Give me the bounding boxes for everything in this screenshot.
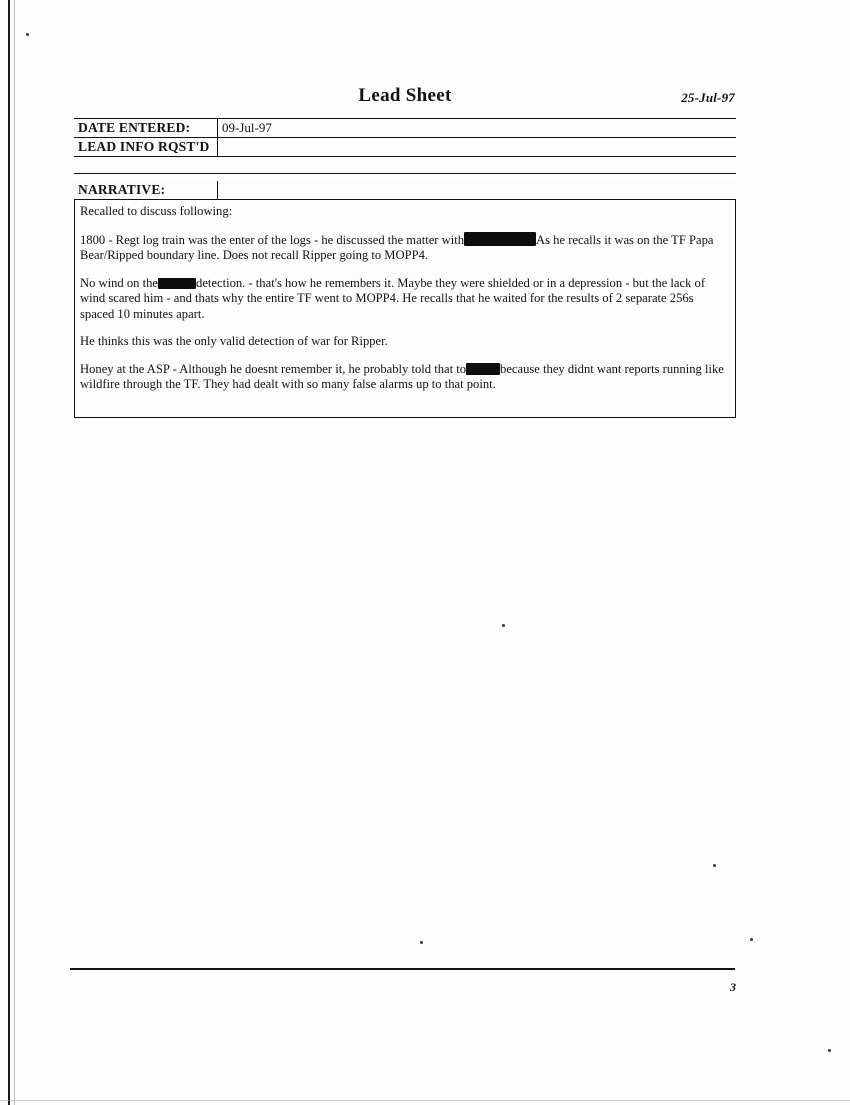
redaction-block xyxy=(158,278,196,289)
narrative-p4-text-b: because they didnt want reports running like wildfire through the TF. They had dealt with so many false alarms up to that point. xyxy=(80,361,724,391)
narrative-p2-text-b: detection. - that's how he remembers it. Maybe they were shielded or in a depression - but the lack of wind scared him - and thats why the entire TF went to MOPP4. He recalls that he waited for the results of 2 separate 256s spaced 10 minutes apart. xyxy=(80,275,706,321)
lead-info-rqstd-value xyxy=(218,138,736,156)
redaction-block xyxy=(466,363,500,375)
document-header xyxy=(75,85,735,111)
date-entered-value: 09-Jul-97 xyxy=(222,120,272,135)
lead-sheet-form xyxy=(74,118,736,418)
narrative-p1-text-a: 1800 - Regt log train was the enter of the logs - he discussed the matter with xyxy=(80,232,465,247)
scan-speck xyxy=(750,938,753,941)
lead-info-rqstd-label: LEAD INFO RQST'D xyxy=(74,138,218,156)
field-row-narrative-header xyxy=(74,181,736,200)
scan-bottom-artifact xyxy=(0,1100,850,1101)
blank-row xyxy=(74,157,736,174)
narrative-paragraph-1 xyxy=(80,232,727,264)
header-date: 25-Jul-97 xyxy=(681,90,735,105)
narrative-p1-text-b: As he recalls it was on the TF Papa Bear/Ripped boundary line. Does not recall Ripper going to MOPP4. xyxy=(80,232,714,262)
narrative-intro: Recalled to discuss following: xyxy=(80,204,233,218)
scan-edge-artifact-secondary xyxy=(14,0,15,1105)
page-number: 3 xyxy=(730,980,736,994)
narrative-body xyxy=(74,200,736,418)
scan-speck xyxy=(713,864,716,867)
scan-speck xyxy=(828,1049,831,1052)
form-spacer xyxy=(74,174,736,181)
field-row-date-entered xyxy=(74,119,736,138)
narrative-label: NARRATIVE: xyxy=(74,181,218,199)
narrative-paragraph-2 xyxy=(80,276,727,323)
footer-divider xyxy=(70,968,735,970)
narrative-paragraph-4 xyxy=(80,362,727,393)
narrative-p2-text-a: No wind on the xyxy=(80,275,159,290)
scan-edge-artifact xyxy=(8,0,10,1105)
narrative-paragraph-3: He thinks this was the only valid detection of war for Ripper. xyxy=(80,334,388,348)
scan-speck xyxy=(502,624,505,627)
narrative-header-value xyxy=(218,181,736,199)
narrative-p4-text-a: Honey at the ASP - Although he doesnt remember it, he probably told that to xyxy=(80,361,467,376)
field-row-lead-info-rqstd xyxy=(74,138,736,157)
page-title: Lead Sheet xyxy=(358,85,452,106)
scan-speck xyxy=(420,941,423,944)
redaction-block xyxy=(464,232,536,246)
date-entered-label: DATE ENTERED: xyxy=(74,119,218,137)
scan-speck xyxy=(26,33,29,36)
